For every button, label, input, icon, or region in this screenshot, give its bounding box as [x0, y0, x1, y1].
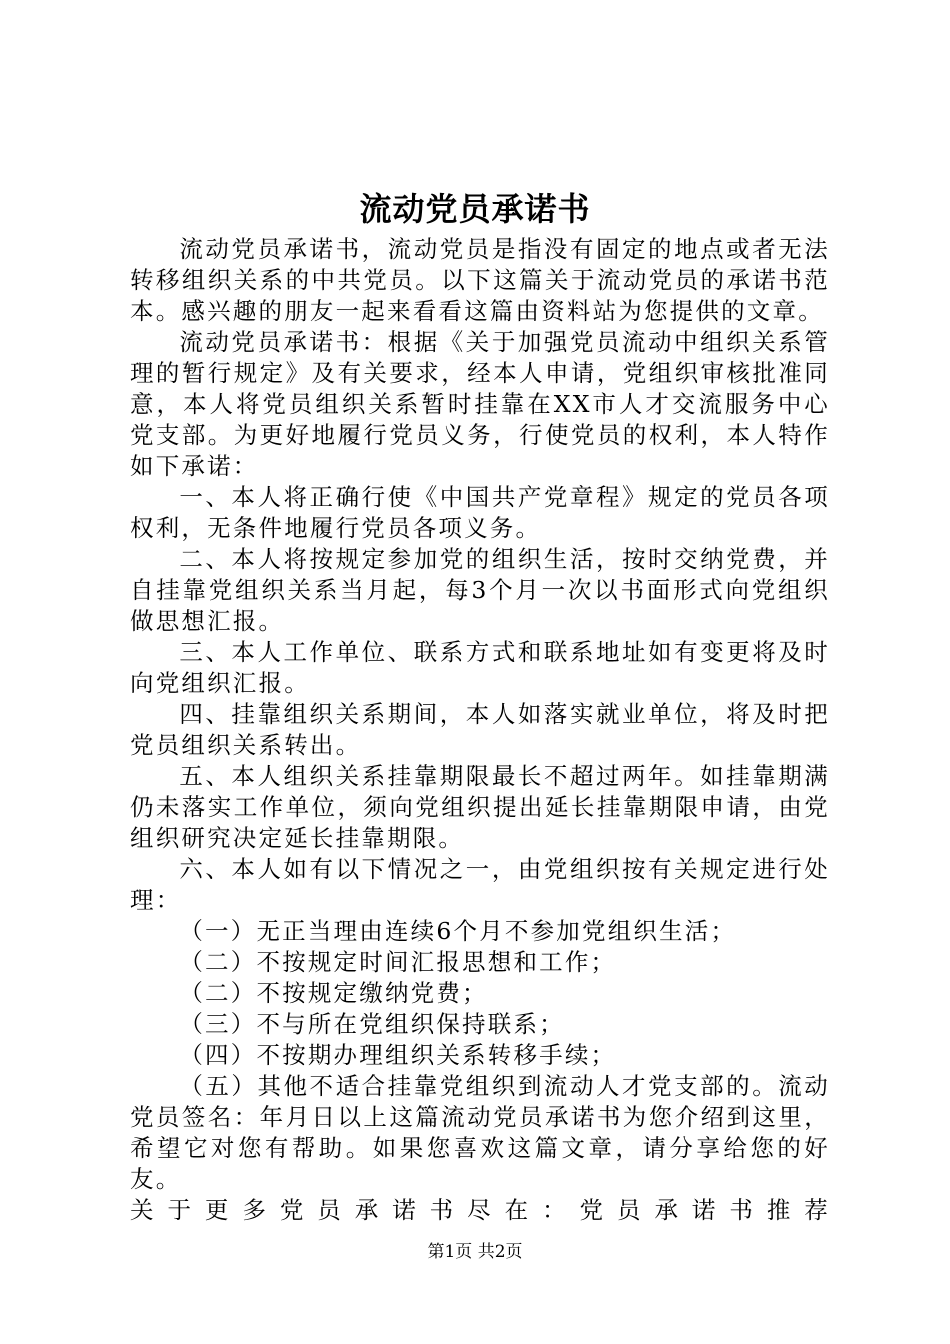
sub-item: （二）不按规定缴纳党费； [179, 979, 488, 1007]
pledge-item-5: 五、本人组织关系挂靠期限最长不超过两年。如挂靠期满仍未落实工作单位，须向党组织提出延长挂靠期限申请，由党组织研究决定延长挂靠期限。 [130, 762, 830, 852]
pledge-item-4: 四、挂靠组织关系期间，本人如落实就业单位，将及时把党员组织关系转出。 [130, 700, 830, 759]
document-body [130, 234, 830, 1226]
more-link-line: 关于更多党员承诺书尽在：党员承诺书推荐 [130, 1196, 830, 1224]
sub-item: （一）无正当理由连续6个月不参加党组织生活； [179, 917, 737, 945]
page-number: 第1页 共2页 [427, 1242, 523, 1262]
sub-item: （二）不按规定时间汇报思想和工作； [179, 948, 617, 976]
pledge-item-2: 二、本人将按规定参加党的组织生活，按时交纳党费，并自挂靠党组织关系当月起，每3个月一次以书面形式向党组织做思想汇报。 [130, 545, 830, 635]
document-title: 流动党员承诺书 [359, 190, 591, 228]
intro-paragraph: 流动党员承诺书，流动党员是指没有固定的地点或者无法转移组织关系的中共党员。以下这篇关于流动党员的承诺书范本。感兴趣的朋友一起来看看这篇由资料站为您提供的文章。 [130, 235, 830, 325]
sub-item: （三）不与所在党组织保持联系； [179, 1010, 565, 1038]
pledge-item-1: 一、本人将正确行使《中国共产党章程》规定的党员各项权利，无条件地履行党员各项义务。 [130, 483, 830, 542]
pledge-paragraph: 流动党员承诺书：根据《关于加强党员流动中组织关系管理的暂行规定》及有关要求，经本人申请，党组织审核批准同意，本人将党员组织关系暂时挂靠在XX市人才交流服务中心党支部。为更好地履行党员义务，行使党员的权利，本人特作如下承诺： [130, 328, 830, 480]
sub-item: （四）不按期办理组织关系转移手续； [179, 1041, 617, 1069]
closing-paragraph: （五）其他不适合挂靠党组织到流动人才党支部的。流动党员签名：年月日以上这篇流动党员承诺书为您介绍到这里，希望它对您有帮助。如果您喜欢这篇文章，请分享给您的好友。 [130, 1072, 830, 1193]
pledge-item-3: 三、本人工作单位、联系方式和联系地址如有变更将及时向党组织汇报。 [130, 638, 830, 697]
pledge-item-6: 六、本人如有以下情况之一，由党组织按有关规定进行处理： [130, 855, 830, 914]
